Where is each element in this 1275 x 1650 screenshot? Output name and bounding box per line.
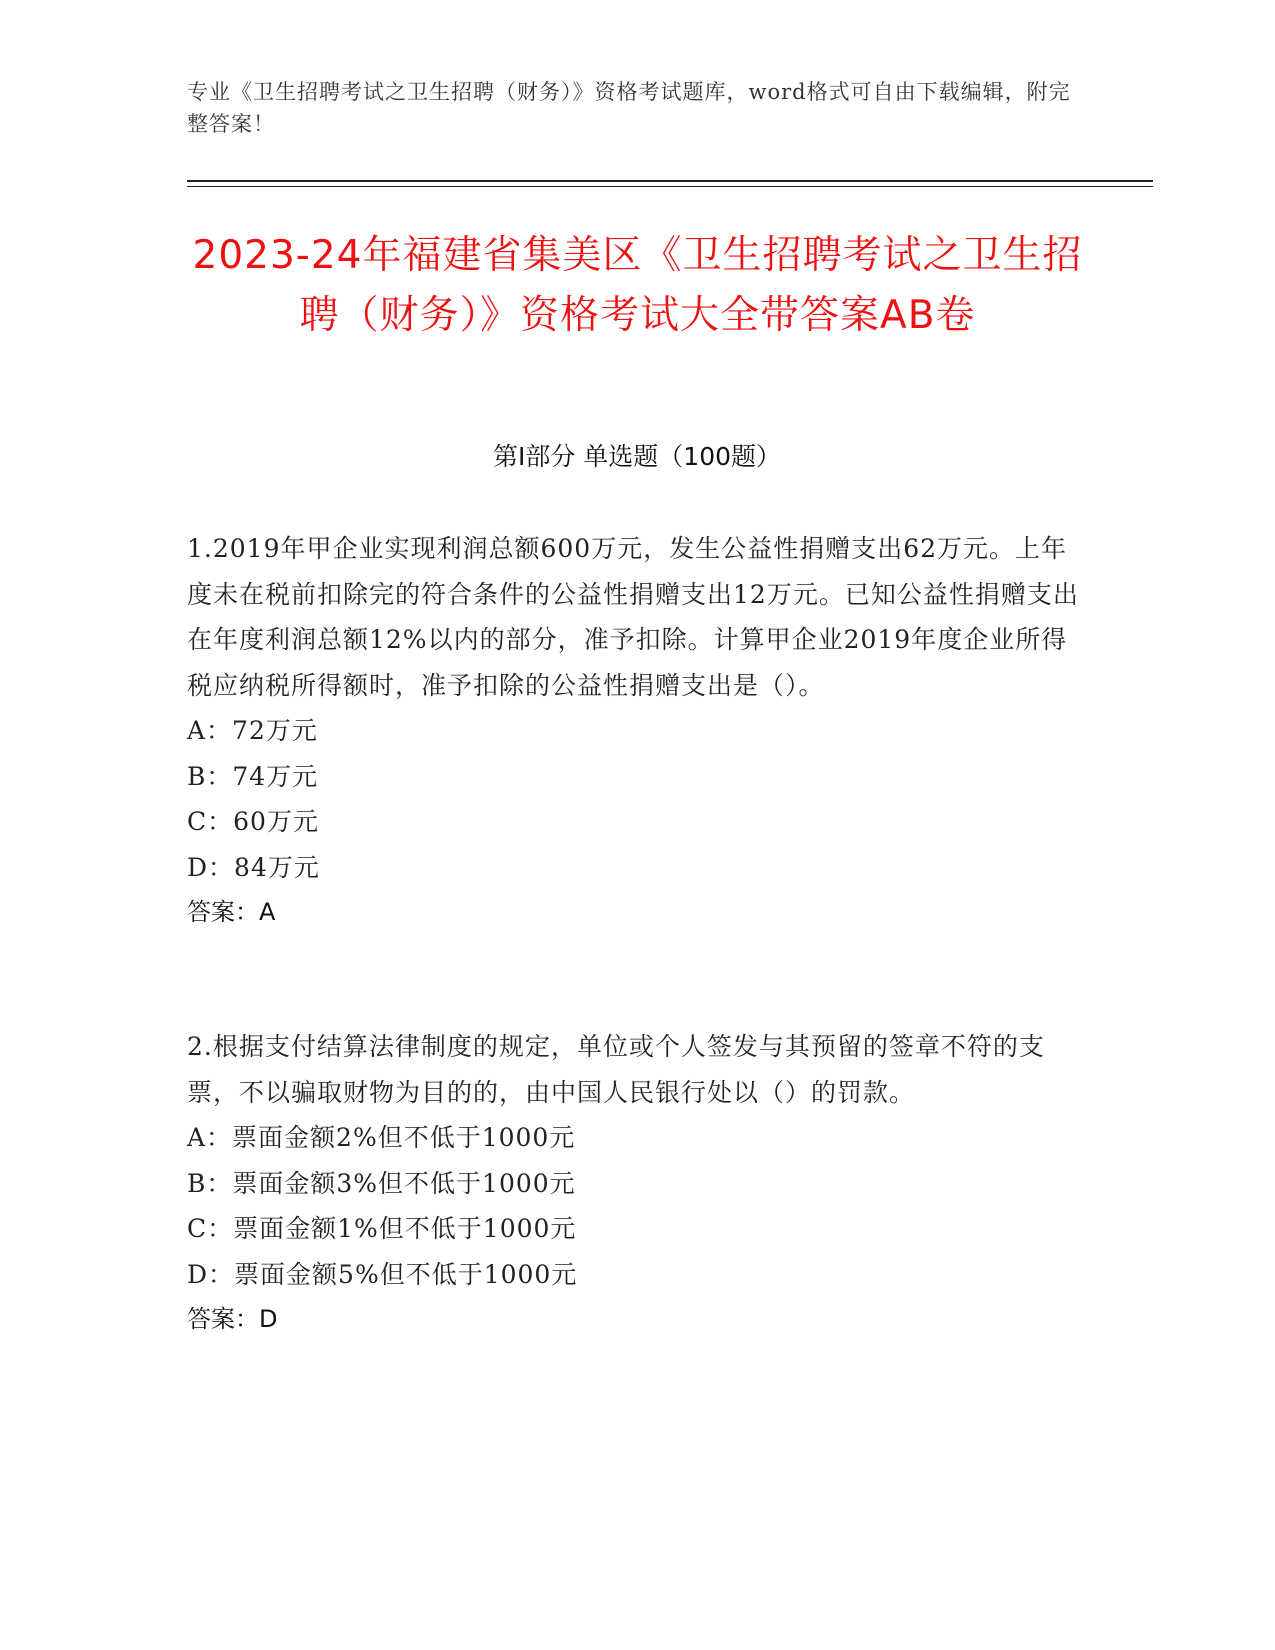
section-title: 第Ⅰ部分 单选题（100题）	[492, 442, 782, 471]
question-2	[187, 1024, 1087, 1343]
option-d: D：票面金额5%但不低于1000元	[187, 1259, 578, 1289]
header-divider-thick	[187, 180, 1153, 182]
option-c: C：60万元	[187, 807, 319, 836]
option-d: D：84万元	[187, 852, 320, 882]
question-stem: 2.根据支付结算法律制度的规定，单位或个人签发与其预留的签章不符的支票，不以骗取财物为目的的，由中国人民银行处以（）的罚款。	[187, 1032, 1045, 1107]
option-a: A：票面金额2%但不低于1000元	[187, 1123, 576, 1152]
option-c: C：票面金额1%但不低于1000元	[187, 1214, 577, 1243]
answer-label: 答案：A	[187, 898, 276, 926]
answer-label: 答案：D	[187, 1305, 278, 1333]
header-note: 专业《卫生招聘考试之卫生招聘（财务）》资格考试题库，word格式可自由下载编辑，附完整答案！	[187, 80, 1071, 136]
question-stem: 1.2019年甲企业实现利润总额600万元，发生公益性捐赠支出62万元。上年度未在税前扣除完的符合条件的公益性捐赠支出12万元。已知公益性捐赠支出在年度利润总额12%以内的部分，准予扣除。计算甲企业2019年度企业所得税应纳税所得额时，准予扣除的公益性捐赠支出是（）。	[187, 534, 1079, 700]
option-b: B：74万元	[187, 761, 319, 791]
question-1	[187, 526, 1087, 936]
option-b: B：票面金额3%但不低于1000元	[187, 1168, 576, 1198]
option-a: A：72万元	[187, 716, 318, 745]
header-divider-thin	[187, 186, 1153, 187]
document-title: 2023-24年福建省集美区《卫生招聘考试之卫生招聘（财务）》资格考试大全带答案AB卷	[192, 233, 1083, 338]
